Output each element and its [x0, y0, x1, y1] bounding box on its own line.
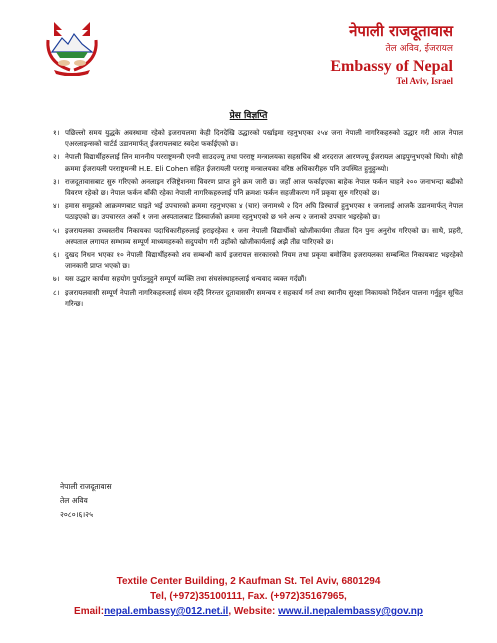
- signature-block: [60, 480, 112, 522]
- paragraph-text: दुखद निधन भएका १० नेपाली विद्यार्थीहरुको शव सम्बन्धी कार्य इजरायल सरकारको नियम तथा प्रकृया बमोजिम इजरायलका सम्बन्धित निकायबाट भइरहेको जानकारी प्राप्त भएको छ।: [65, 251, 463, 271]
- paragraph-text: इजरायलवासी सम्पूर्ण नेपाली नागरिकहरुलाई संयम रहँदै निरन्तर दूतावाससँग समन्वय र सहकार्य गर्न तथा स्थानीय सुरक्षा निकायको निर्देशन पालना गर्नुहुन सूचित गरिन्छ।: [65, 288, 463, 308]
- paragraph-number: ३।: [53, 177, 60, 186]
- embassy-name-english: Embassy of Nepal: [330, 58, 453, 75]
- paragraph: [53, 250, 463, 272]
- paragraph: [53, 128, 463, 150]
- footer-address: Textile Center Building, 2 Kaufman St. Tel Aviv, 6801294: [116, 576, 381, 587]
- paragraph-text: इजरायलका उच्चस्तरीय निकायका पदाधिकारीहरुलाई हराइरहेका १ जना नेपाली विद्यार्थीको खोजीकार्यमा तीव्रता दिन पुनः अनुरोध गरिएको छ। साथै, प्रहरी, अस्पताल लगायत सम्भाव्य सम्पूर्ण माध्यमहरुको सदुपयोग गरी उहाँको खोजीकार्यलाई अझै तीव्र पारिएको छ।: [65, 226, 463, 246]
- footer-phone: Tel, (+972)35100111, Fax. (+972)35167965,: [150, 591, 347, 602]
- paragraph: [53, 152, 463, 174]
- paragraph: [53, 177, 463, 199]
- paragraph: [53, 274, 463, 285]
- email-label: Email:: [74, 606, 105, 617]
- paragraph-text: यस उद्धार कार्यमा सहयोग पुर्याउनुहुने सम्पूर्ण व्यक्ति तथा संघसंस्थाहरुलाई धन्यवाद व्यक्त गर्दछौं।: [65, 275, 307, 284]
- press-release-body: [53, 128, 463, 312]
- footer-contact: [0, 604, 497, 619]
- embassy-location-nepali: तेल अविव, ईजरायल: [385, 44, 453, 54]
- paragraph: [53, 288, 463, 310]
- paragraph: [53, 201, 463, 223]
- paragraph-text: पछिल्लो समय युद्धके अवस्थामा रहेको इजरायलमा केही दिनदेखि उद्धारको पर्खाइमा रहनुभएका २५४ जना नेपाली नागरिकहरुको उद्धार गरी आज नेपाल एअरलाइन्सको चार्टर्ड उडानमार्फत् ईजरायलबाट स्वदेश फर्काईएको छ।: [65, 129, 463, 149]
- press-release-title: प्रेस विज्ञप्ति: [229, 111, 268, 121]
- email-link[interactable]: nepal.embassy@012.net.il: [104, 606, 229, 617]
- website-label: , Website:: [228, 606, 279, 617]
- paragraph-text: राजदूतावासबाट सुरु गरिएको अनलाइन रजिष्ट्रेशनमा विवरण प्राप्त हुने क्रम जारी छ। जहाँ आज फर्काइएका बाहेक नेपाल फर्कन चाहने २०० जनाभन्दा बढीको विवरण रहेको छ। नेपाल फर्कन बाँकी रहेका नेपाली नागरिकहरुलाई पनि क्रमशः फर्कन सहजीकरण गर्ने प्रकृया सुरु गरिएको छ।: [65, 177, 463, 198]
- closing-city: तेल अविव: [60, 496, 88, 505]
- embassy-location-english: Tel Aviv, Israel: [396, 76, 453, 86]
- paragraph-number: १।: [53, 129, 60, 137]
- paragraph-number: ८।: [53, 288, 60, 297]
- closing-embassy-name: नेपाली राजदूतावास: [60, 482, 112, 491]
- paragraph-number: ६।: [53, 251, 60, 260]
- embassy-name-nepali: नेपाली राजदूतावास: [349, 22, 453, 40]
- paragraph-text: नेपाली विद्यार्थीहरुलाई लिन माननीय परराष्ट्रमन्त्री एनपी साउदज्यू तथा परराष्ट्र मन्त्रालयका सहसचिव श्री शरदराज आरणज्यू ईजरायल आइपुग्नुभएको थियो। सोही क्रममा ईजरायली परराष्ट्रमन्त्री H.E. Eli Cohen सहित ईजरायली परराष्ट्र मन्त्रालयका वरिष्ठ अधिकारीहरु पनि उपस्थित हुनुहुन्थ्यो।: [65, 153, 463, 173]
- paragraph-number: ५।: [53, 226, 60, 235]
- paragraph-number: ७।: [53, 275, 60, 284]
- letterhead-footer: [0, 574, 497, 619]
- website-link[interactable]: www.il.nepalembassy@gov.np: [278, 606, 423, 617]
- paragraph: [53, 226, 463, 248]
- paragraph-number: २।: [53, 153, 60, 162]
- nepal-emblem-icon: [40, 18, 104, 76]
- paragraph-number: ४।: [53, 202, 60, 211]
- letterhead: [233, 22, 453, 87]
- paragraph-text: हमास समूहको आक्रमणबाट घाइते भई उपचारको क्रममा रहनुभएका ४ (चार) जनामध्ये २ दिन अघि डिस्चार्ज हुनुभएका १ जनालाई आजकै उडानमार्फत् नेपाल पठाइएको छ। उपचाररत अर्को १ जना अस्पतालबाट डिस्चार्जको क्रममा रहनुभएको छ भने अन्य २ जनाको उपचार भइरहेको छ।: [65, 202, 463, 222]
- closing-date: २०८०।६।२५: [60, 510, 93, 519]
